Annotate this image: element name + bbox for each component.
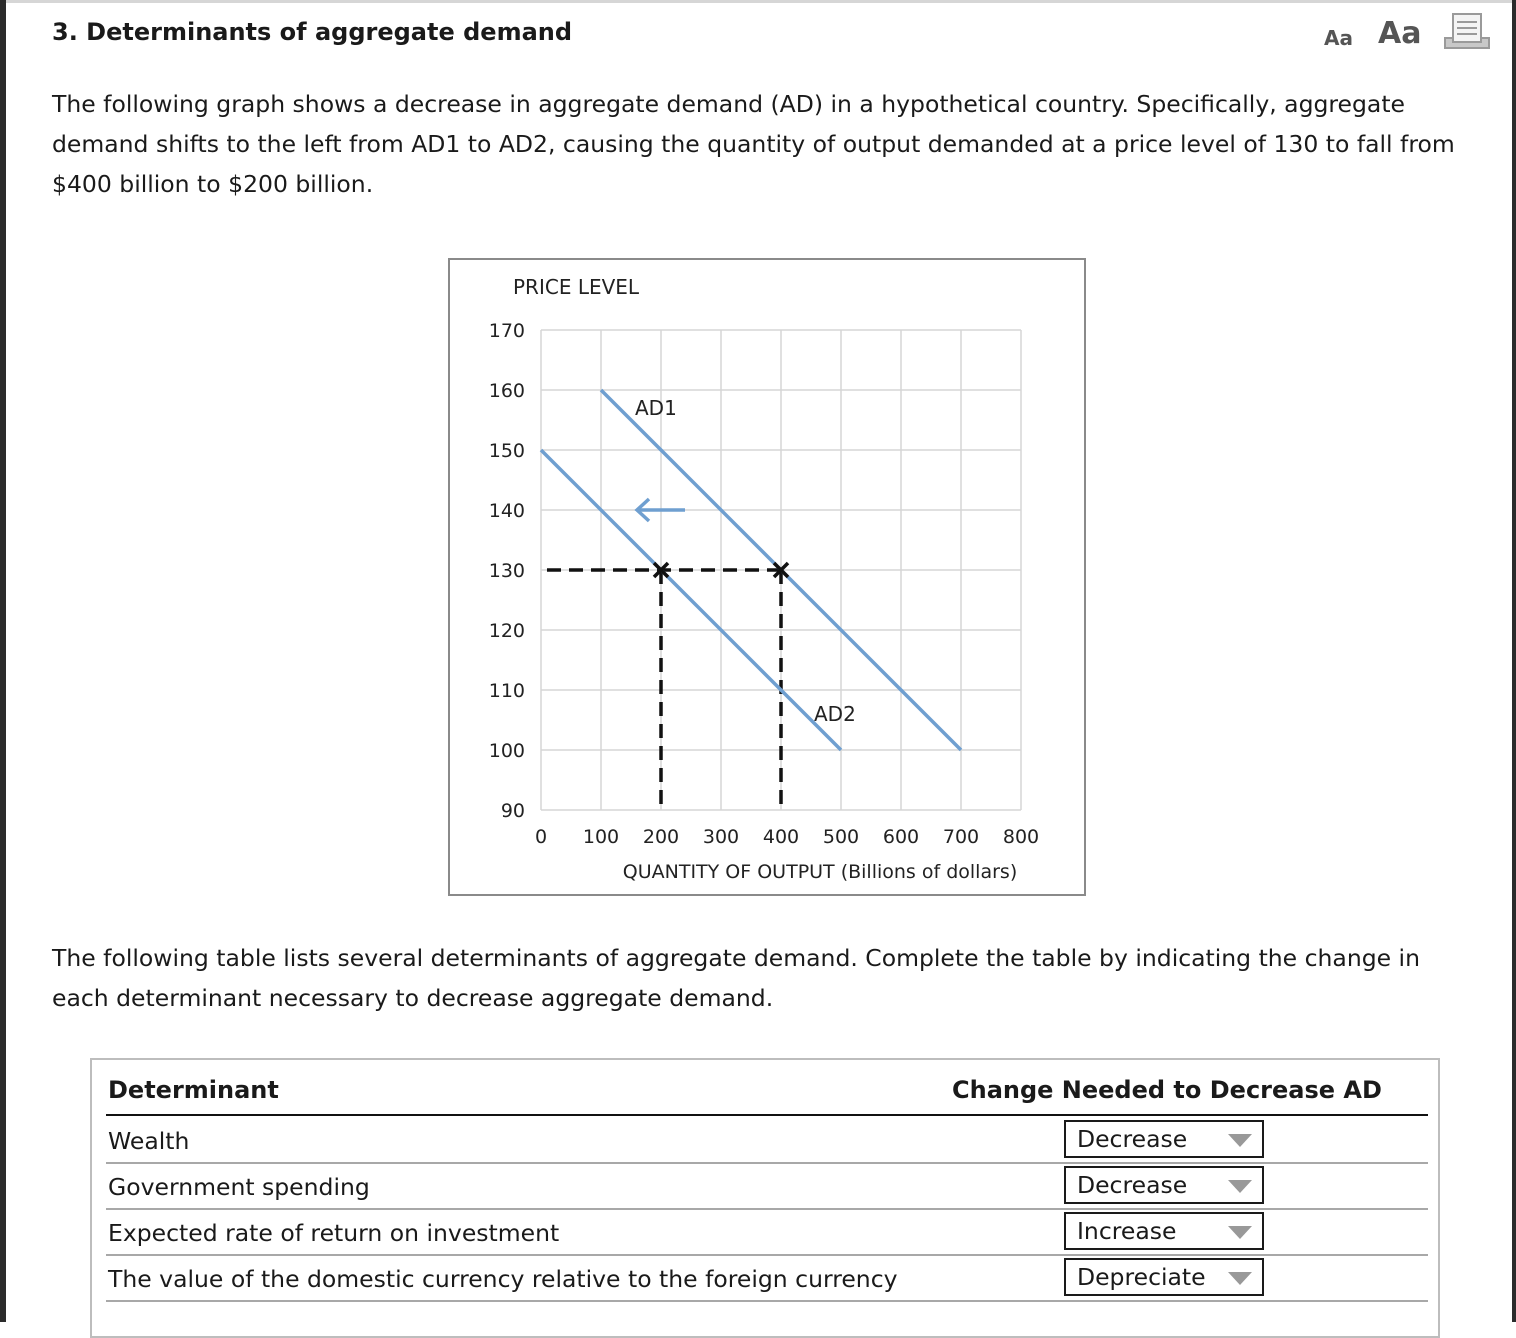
change-column-header: Change Needed to Decrease AD	[952, 1076, 1382, 1104]
dropdown-selected-value: Decrease	[1077, 1125, 1188, 1153]
determinant-column-header: Determinant	[108, 1076, 279, 1104]
x-axis-label: QUANTITY OF OUTPUT (Billions of dollars)	[622, 861, 1018, 883]
table-row	[106, 1162, 1428, 1210]
ad-graph	[448, 258, 1086, 896]
print-icon[interactable]	[1444, 12, 1490, 50]
determinant-label: Government spending	[108, 1173, 370, 1201]
x-tick-label: 500	[822, 826, 860, 848]
change-dropdown-expected-return[interactable]	[1064, 1212, 1264, 1250]
change-dropdown-currency-value[interactable]	[1064, 1258, 1264, 1296]
y-tick-label: 100	[488, 740, 525, 762]
x-tick-label: 600	[882, 826, 920, 848]
table-intro-paragraph: The following table lists several determinants of aggregate demand. Complete the table by indicating the change in each determinant necessary to decrease aggregate demand.	[52, 944, 1420, 1012]
curve-ad2	[541, 450, 841, 750]
determinant-label: Expected rate of return on investment	[108, 1219, 560, 1247]
increase-font-size-button[interactable]: Aa	[1378, 16, 1422, 51]
window-right-border	[1512, 0, 1516, 1322]
x-tick-label: 400	[762, 826, 800, 848]
chevron-down-icon	[1228, 1180, 1252, 1193]
y-tick-label: 140	[488, 500, 525, 522]
dropdown-selected-value: Decrease	[1077, 1171, 1188, 1199]
question-title: 3. Determinants of aggregate demand	[52, 18, 573, 46]
chevron-down-icon	[1228, 1134, 1252, 1147]
table-row	[106, 1116, 1428, 1164]
change-dropdown-government-spending[interactable]	[1064, 1166, 1264, 1204]
x-tick-label: 200	[642, 826, 680, 848]
y-tick-label: 90	[500, 800, 525, 822]
ad1-label: AD1	[635, 396, 677, 420]
dropdown-selected-value: Depreciate	[1077, 1263, 1206, 1291]
x-tick-label: 100	[582, 826, 620, 848]
ad-chart-svg	[450, 260, 1084, 894]
y-tick-label: 130	[488, 560, 525, 582]
x-tick-label: 300	[702, 826, 740, 848]
table-row	[106, 1254, 1428, 1302]
x-tick-label: 800	[1002, 826, 1040, 848]
y-axis-label: PRICE LEVEL	[513, 275, 640, 299]
ad2-label: AD2	[814, 702, 856, 726]
top-divider	[6, 0, 1512, 3]
y-tick-label: 170	[488, 320, 525, 342]
y-tick-label: 120	[488, 620, 525, 642]
determinants-table	[90, 1058, 1440, 1338]
chevron-down-icon	[1228, 1272, 1252, 1285]
chevron-down-icon	[1228, 1226, 1252, 1239]
dropdown-selected-value: Increase	[1077, 1217, 1177, 1245]
determinant-label: Wealth	[108, 1127, 190, 1155]
decrease-font-size-button[interactable]: Aa	[1324, 26, 1353, 50]
y-tick-label: 160	[488, 380, 525, 402]
y-tick-label: 110	[488, 680, 525, 702]
table-row	[106, 1208, 1428, 1256]
intro-paragraph: The following graph shows a decrease in aggregate demand (AD) in a hypothetical country. Specifically, aggregate demand shifts to the left from AD1 to AD2, causing the quantity of output demanded at a price level of 130 to fall from $400 billion to $200 billion.	[52, 90, 1455, 198]
x-tick-label: 0	[534, 826, 548, 848]
window-left-border	[0, 0, 6, 1322]
x-tick-label: 700	[942, 826, 980, 848]
table-header-row	[106, 1060, 1428, 1116]
determinant-label: The value of the domestic currency relative to the foreign currency	[108, 1265, 898, 1293]
y-tick-label: 150	[488, 440, 525, 462]
change-dropdown-wealth[interactable]	[1064, 1120, 1264, 1158]
